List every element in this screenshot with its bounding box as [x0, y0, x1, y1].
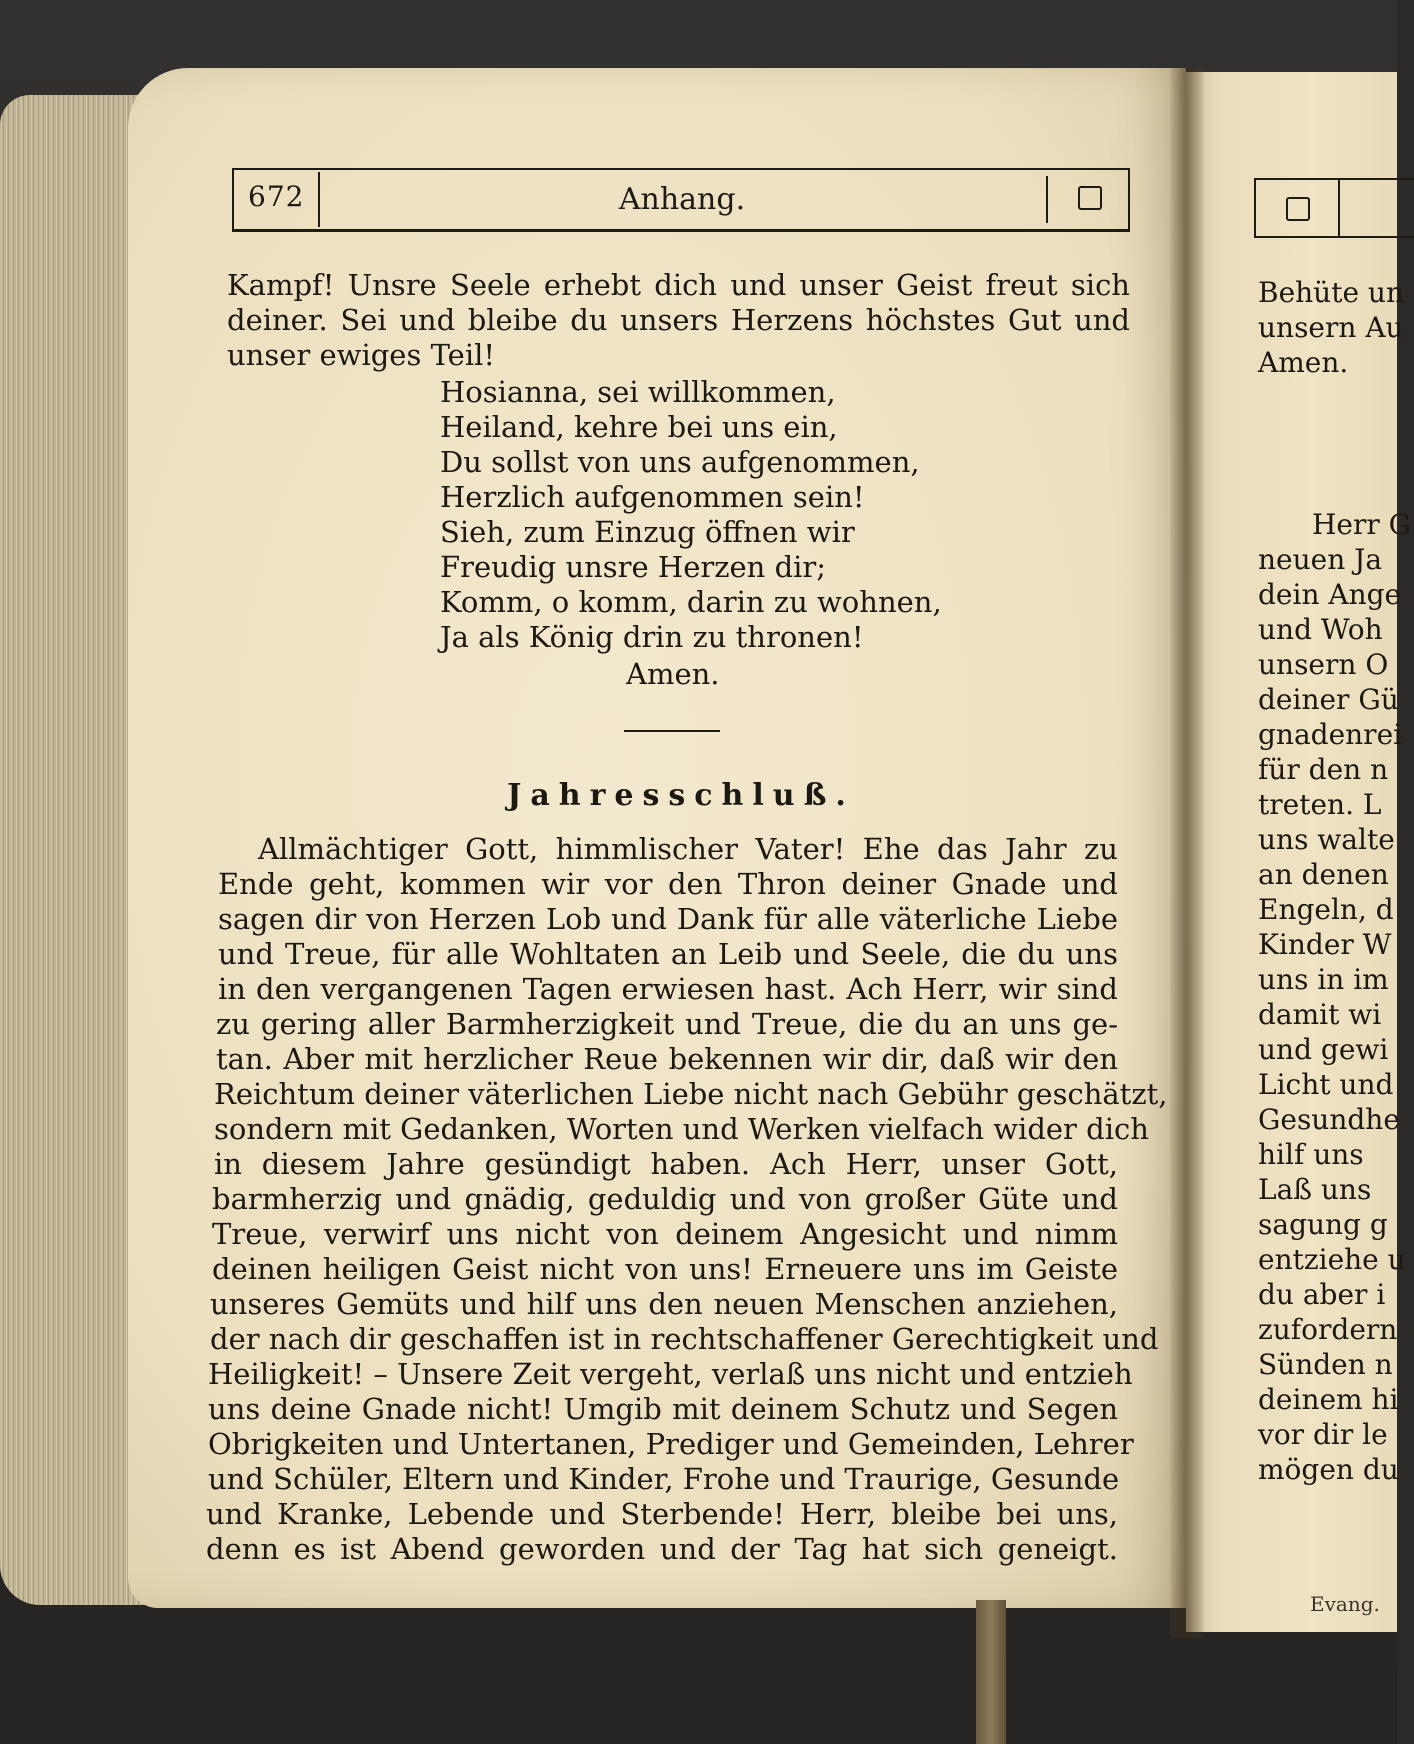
verse-line: Sieh, zum Einzug öffnen wir [440, 515, 855, 549]
verse-line: Du sollst von uns aufgenommen, [440, 445, 920, 479]
bookmark-ribbon [976, 1600, 1006, 1744]
text-line: und Kranke, Lebende und Sterbende! Herr, bleibe bei uns, [206, 1497, 1118, 1531]
text-line: unser ewiges Teil! [227, 338, 496, 372]
verse-line: Hosianna, sei willkommen, [440, 375, 836, 409]
text-line: denn es ist Abend geworden und der Tag hat sich geneigt. [206, 1532, 1118, 1566]
text-line: Herr G [1312, 508, 1412, 541]
square-ornament-icon [1286, 197, 1310, 221]
text-line: zu gering aller Barmherzigkeit und Treue, die du an uns ge- [216, 1007, 1118, 1041]
text-line: treten. L [1258, 788, 1382, 821]
text-line: der nach dir geschaffen ist in rechtschaffener Gerechtigkeit und [210, 1322, 1159, 1356]
text-line: unseres Gemüts und hilf uns den neuen Menschen anziehen, [210, 1287, 1118, 1321]
text-line: Obrigkeiten und Untertanen, Prediger und Gemeinden, Lehrer [208, 1427, 1134, 1461]
text-line: sagung g [1258, 1208, 1388, 1241]
text-line: deinem hi [1258, 1383, 1399, 1416]
text-line: sagen dir von Herzen Lob und Dank für alle väterliche Liebe [218, 902, 1118, 936]
text-line: deiner Gü [1258, 683, 1399, 716]
page-number: 672 [248, 180, 305, 213]
text-line: du aber i [1258, 1278, 1386, 1311]
amen: Amen. [626, 657, 720, 691]
text-line: Amen. [1258, 346, 1349, 379]
text-line: sondern mit Gedanken, Worten und Werken vielfach wider dich [214, 1112, 1149, 1146]
text-line: uns in im [1258, 963, 1389, 996]
text-line: Laß uns [1258, 1173, 1372, 1206]
text-line: Kinder W [1258, 928, 1392, 961]
text-line: Treue, verwirf uns nicht von deinem Angesicht und nimm [212, 1217, 1118, 1251]
text-line: zufordern [1258, 1313, 1398, 1346]
text-line: Allmächtiger Gott, himmlischer Vater! Ehe das Jahr zu [258, 832, 1118, 866]
text-line: unsern O [1258, 648, 1389, 681]
text-line: deinen heiligen Geist nicht von uns! Erneuere uns im Geiste [212, 1252, 1118, 1286]
text-line: unsern Au [1258, 311, 1404, 344]
page-header [232, 168, 1130, 232]
text-line: Licht und [1258, 1068, 1394, 1101]
verse-line: Herzlich aufgenommen sein! [440, 480, 865, 514]
book-gutter [1170, 68, 1204, 1638]
text-line: mögen du [1258, 1453, 1399, 1486]
text-line: barmherzig und gnädig, geduldig und von großer Güte und [212, 1182, 1118, 1216]
text-line: Gesundhe [1258, 1103, 1400, 1136]
text-line: vor dir le [1258, 1418, 1388, 1451]
right-page-header [1254, 178, 1414, 238]
text-line: Kampf! Unsre Seele erhebt dich und unser Geist freut sich [227, 268, 1130, 302]
text-line: Heiligkeit! – Unsere Zeit vergeht, verlaß uns nicht und entzieh [208, 1357, 1133, 1391]
text-line: neuen Ja [1258, 543, 1383, 576]
text-line: uns walte [1258, 823, 1395, 856]
text-line: dein Ange [1258, 578, 1402, 611]
header-divider [1046, 176, 1048, 223]
verse-line: Ja als König drin zu thronen! [440, 620, 864, 654]
text-line: tan. Aber mit herzlicher Reue bekennen wir dir, daß wir den [216, 1042, 1118, 1076]
verse-line: Freudig unsre Herzen dir; [440, 550, 827, 584]
text-line: an denen [1258, 858, 1389, 891]
verse-line: Heiland, kehre bei uns ein, [440, 410, 838, 444]
text-line: deiner. Sei und bleibe du unsers Herzens höchstes Gut und [227, 303, 1130, 337]
text-line: für den n [1258, 753, 1389, 786]
text-line: Behüte un [1258, 276, 1405, 309]
text-line: Reichtum deiner väterlichen Liebe nicht nach Gebühr geschätzt, [214, 1077, 1168, 1111]
running-title: Anhang. [618, 182, 746, 217]
square-ornament-icon [1078, 186, 1102, 210]
text-line: uns deine Gnade nicht! Umgib mit deinem Schutz und Segen [208, 1392, 1118, 1426]
text-line: und Treue, für alle Wohltaten an Leib und Seele, die du uns [218, 937, 1118, 971]
header-divider [1338, 180, 1340, 236]
text-line: hilf uns [1258, 1138, 1364, 1171]
text-line: damit wi [1258, 998, 1382, 1031]
text-line: entziehe u [1258, 1243, 1406, 1276]
verse-line: Komm, o komm, darin zu wohnen, [440, 585, 942, 619]
section-title: Jahresschluß. [507, 778, 855, 813]
text-line: in diesem Jahre gesündigt haben. Ach Herr, unser Gott, [214, 1147, 1118, 1181]
text-line: Engeln, d [1258, 893, 1394, 926]
text-line: und gewi [1258, 1033, 1389, 1066]
text-line: in den vergangenen Tagen erwiesen hast. Ach Herr, wir sind [218, 972, 1118, 1006]
text-line: Ende geht, kommen wir vor den Thron deiner Gnade und [218, 867, 1118, 901]
text-line: und Schüler, Eltern und Kinder, Frohe und Traurige, Gesunde [208, 1462, 1120, 1496]
text-line: gnadenrei [1258, 718, 1403, 751]
text-line: und Woh [1258, 613, 1383, 646]
text-line: Sünden n [1258, 1348, 1393, 1381]
signature-mark: Evang. [1310, 1592, 1380, 1616]
section-divider [624, 730, 720, 732]
